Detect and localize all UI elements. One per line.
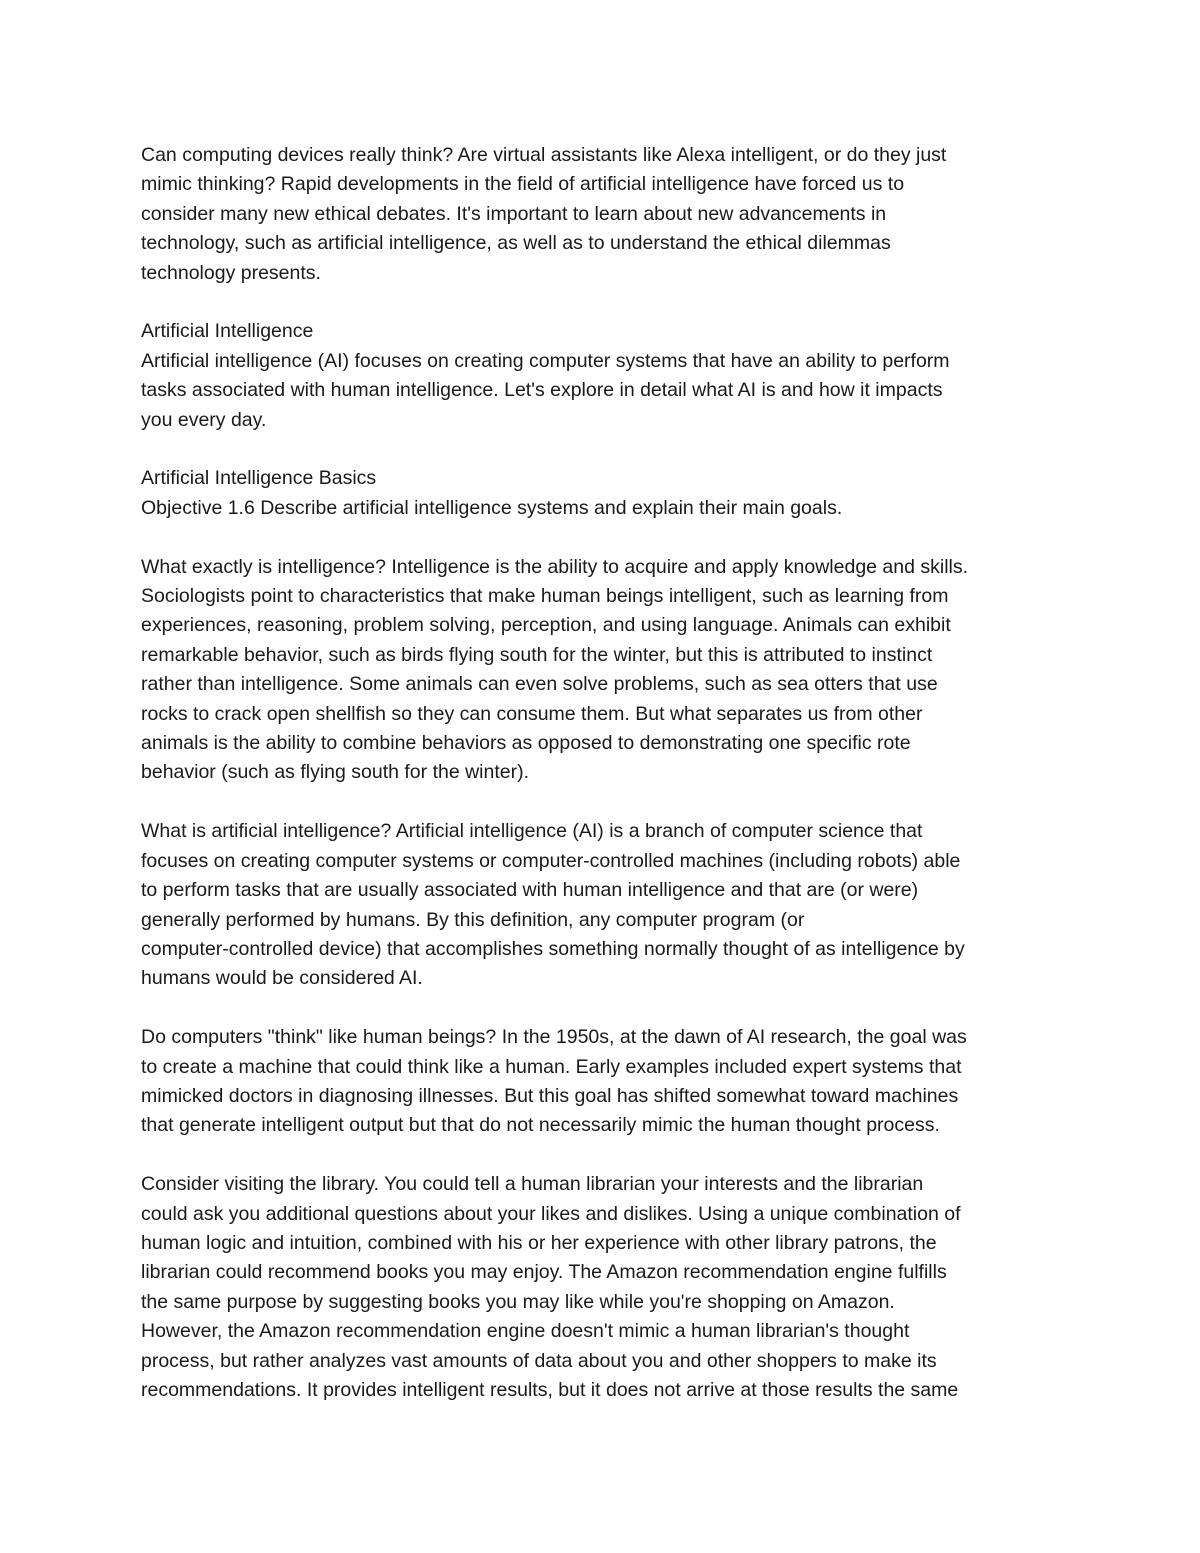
text-line: to create a machine that could think like a human. Early examples included expert systems that: [141, 1055, 962, 1078]
text-line: humans would be considered AI.: [141, 967, 423, 990]
text-line: Can computing devices really think? Are virtual assistants like Alexa intelligent, or do they just: [141, 144, 947, 166]
text-line: mimicked doctors in diagnosing illnesses. But this goal has shifted somewhat toward machines: [141, 1084, 959, 1107]
text-line: to perform tasks that are usually associated with human intelligence and that are (or were): [141, 879, 919, 902]
text-line: Do computers "think" like human beings? In the 1950s, at the dawn of AI research, the goal was: [141, 1026, 967, 1049]
text-line: experiences, reasoning, problem solving, perception, and using language. Animals can exhibit: [141, 614, 951, 637]
section-heading: Artificial Intelligence Basics: [141, 467, 377, 490]
text-line: that generate intelligent output but that do not necessarily mimic the human thought process.: [141, 1114, 940, 1137]
text-line: What is artificial intelligence? Artificial intelligence (AI) is a branch of computer science that: [141, 820, 923, 843]
text-line: you every day.: [141, 408, 267, 431]
text-line: process, but rather analyzes vast amounts of data about you and other shoppers to make its: [141, 1349, 937, 1372]
text-line: computer-controlled device) that accomplishes something normally thought of as intelligence by: [141, 937, 965, 960]
text-line: mimic thinking? Rapid developments in the field of artificial intelligence have forced us to: [141, 173, 905, 196]
section-artificial-intelligence: [141, 317, 1071, 435]
section-ai-basics: [141, 464, 1071, 523]
text-line: Sociologists point to characteristics that make human beings intelligent, such as learning from: [141, 585, 949, 608]
text-line: However, the Amazon recommendation engine doesn't mimic a human librarian's thought: [141, 1320, 910, 1343]
text-line: tasks associated with human intelligence. Let's explore in detail what AI is and how it impacts: [141, 379, 943, 402]
text-line: the same purpose by suggesting books you may like while you're shopping on Amazon.: [141, 1290, 895, 1313]
text-line: Artificial intelligence (AI) focuses on creating computer systems that have an ability to perform: [141, 349, 950, 372]
text-line: recommendations. It provides intelligent results, but it does not arrive at those results the same: [141, 1378, 959, 1401]
paragraph-intelligence: [141, 553, 1071, 788]
text-line: consider many new ethical debates. It's important to learn about new advancements in: [141, 202, 887, 225]
text-line: What exactly is intelligence? Intelligence is the ability to acquire and apply knowledge and skills.: [141, 555, 969, 578]
text-line: generally performed by humans. By this definition, any computer program (or: [141, 908, 805, 931]
text-line: animals is the ability to combine behaviors as opposed to demonstrating one specific rote: [141, 732, 911, 755]
text-line: technology, such as artificial intelligence, as well as to understand the ethical dilemmas: [141, 232, 891, 255]
text-line: technology presents.: [141, 261, 321, 284]
document-page: [141, 141, 1071, 1435]
paragraph-what-is-ai: [141, 817, 1071, 993]
text-line: librarian could recommend books you may enjoy. The Amazon recommendation engine fulfills: [141, 1261, 947, 1284]
text-line: remarkable behavior, such as birds flying south for the winter, but this is attributed to instinct: [141, 643, 933, 666]
text-line: focuses on creating computer systems or computer-controlled machines (including robots) able: [141, 849, 961, 872]
objective-line: Objective 1.6 Describe artificial intelligence systems and explain their main goals.: [141, 496, 843, 519]
text-line: rather than intelligence. Some animals can even solve problems, such as sea otters that use: [141, 673, 938, 696]
intro-paragraph: [141, 141, 1071, 288]
text-line: behavior (such as flying south for the winter).: [141, 761, 530, 784]
text-line: Consider visiting the library. You could tell a human librarian your interests and the librarian: [141, 1173, 924, 1196]
section-heading: Artificial Intelligence: [141, 320, 314, 343]
paragraph-library-example: [141, 1170, 1071, 1405]
text-line: human logic and intuition, combined with his or her experience with other library patrons, the: [141, 1231, 937, 1254]
paragraph-do-computers-think: [141, 1023, 1071, 1141]
text-line: rocks to crack open shellfish so they can consume them. But what separates us from other: [141, 702, 923, 725]
text-line: could ask you additional questions about your likes and dislikes. Using a unique combination of: [141, 1202, 961, 1225]
